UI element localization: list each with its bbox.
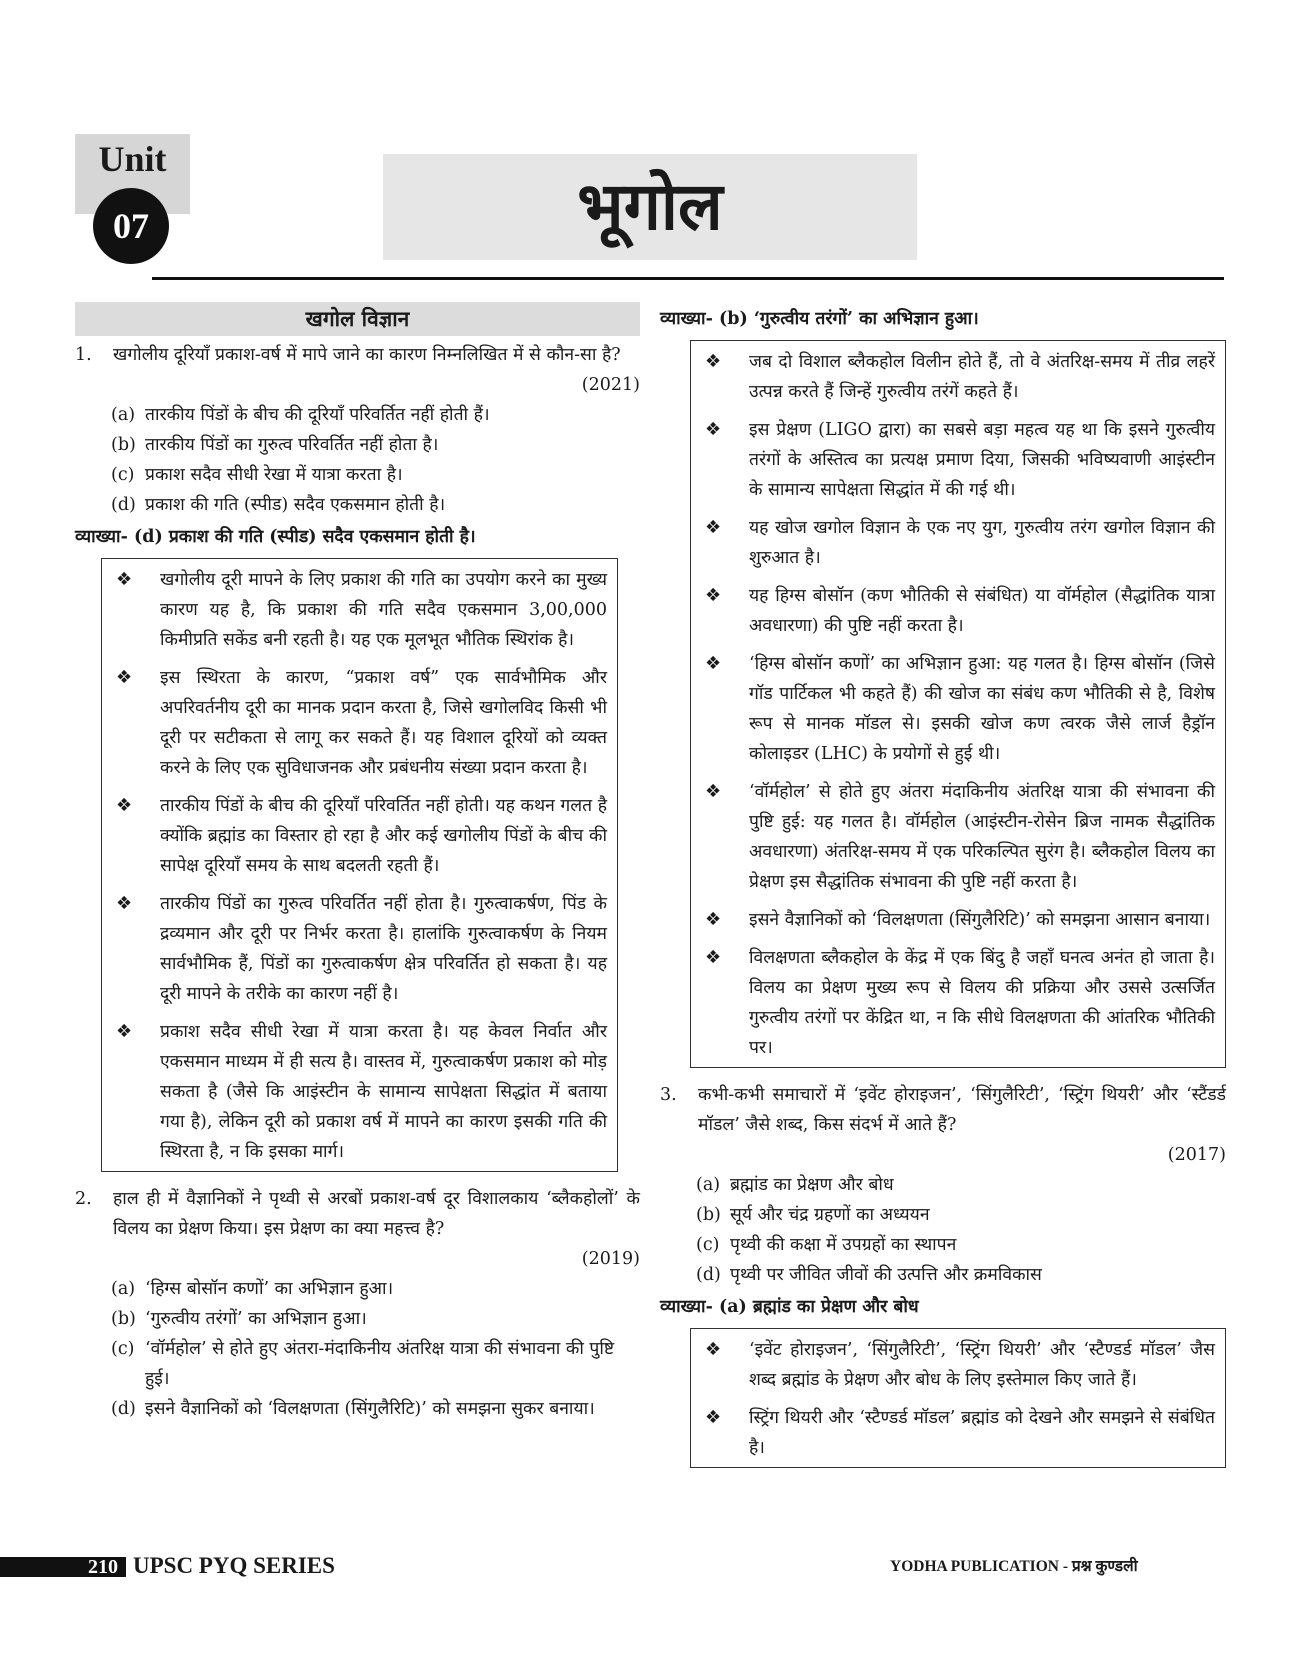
chapter-title: भूगोल (383, 154, 917, 260)
bullet-icon: ❖ (705, 781, 722, 802)
header-divider (152, 277, 1224, 280)
bullet-point: ❖ विलक्षणता ब्लैकहोल के केंद्र में एक बिंदु है जहाँ घनत्व अनंत हो जाता है। विलय का प्रेक्षण मुख्य रूप से विलय की प्रक्रिया और उससे उत्सर्जित गुरुत्वीय तरंगों पर केंद्रित था, न कि सीधे विलक्षणता की आंतरिक भौतिकी पर। (701, 943, 1215, 1063)
bullet-point: ❖ प्रकाश सदैव सीधी रेखा में यात्रा करता है। यह केवल निर्वात और एकसमान माध्यम में ही सत्य है। वास्तव में, गुरुत्वाकर्षण प्रकाश को मोड़ सकता है (जैसे कि आइंस्टीन के सामान्य सापेक्षता सिद्धांत में बताया गया है), लेकिन दूरी को प्रकाश वर्ष में मापने का कारण इसकी गति की स्थिरता है, न कि इसका मार्ग। (112, 1017, 607, 1167)
bullet-icon: ❖ (705, 909, 722, 930)
bullet-point: ❖ ‘हिग्स बोसॉन कणों’ का अभिज्ञान हुआ: यह गलत है। हिग्स बोसॉन (जिसे गॉड पार्टिकल भी कहते हैं) की खोज का संबंध कण भौतिकी से है, विशेष रूप से मानक मॉडल से। इसकी खोज कण त्वरक जैसे लार्ज हैड्रॉन कोलाइडर (LHC) के प्रयोगों से हुई थी। (701, 649, 1215, 769)
bullet-point: ❖ तारकीय पिंडों का गुरुत्व परिवर्तित नहीं होता है। गुरुत्वाकर्षण, पिंड के द्रव्यमान और दूरी पर निर्भर करता है। हालांकि गुरुत्वाकर्षण के नियम सार्वभौमिक हैं, पिंडों का गुरुत्वाकर्षण क्षेत्र परिवर्तित हो सकता है। यह दूरी मापने के तरीके का कारण नहीं है। (112, 889, 607, 1009)
question-number: 2. (75, 1189, 92, 1209)
option: (c) प्रकाश सदैव सीधी रेखा में यात्रा करता है। (111, 465, 403, 485)
bullet-point: ❖ यह खोज खगोल विज्ञान के एक नए युग, गुरुत्वीय तरंग खगोल विज्ञान की शुरुआत है। (701, 513, 1215, 573)
section-title: खगोल विज्ञान (75, 302, 640, 336)
bullet-point: ❖ ‘वॉर्महोल’ से होते हुए अंतरा मंदाकिनीय अंतरिक्ष यात्रा की संभावना की पुष्टि हुई: यह गलत है। वॉर्महोल (आइंस्टीन-रोसेन ब्रिज नामक सैद्धांतिक अवधारणा) अंतरिक्ष-समय में एक परिकल्पित सुरंग है। ब्लैकहोल विलय का प्रेक्षण इस सैद्धांतिक संभावना की पुष्टि नहीं करता है। (701, 777, 1215, 897)
question-year: (2019) (581, 1249, 640, 1269)
bullet-icon: ❖ (116, 1021, 133, 1042)
option: (b) ‘गुरुत्वीय तरंगों’ का अभिज्ञान हुआ। (111, 1309, 367, 1329)
bullet-point: ❖ इस स्थिरता के कारण, “प्रकाश वर्ष” एक सार्वभौमिक और अपरिवर्तनीय दूरी का मानक प्रदान करता है, जिसे खगोलविद किसी भी दूरी पर सटीकता से लागू कर सकते हैं। यह विशाल दूरियों को व्यक्त करने के लिए एक सुविधाजनक और प्रबंधनीय संख्या प्रदान करता है। (112, 663, 607, 783)
question-2 (75, 1184, 640, 1274)
option: (d) इसने वैज्ञानिकों को ‘विलक्षणता (सिंगुलैरिटि)’ को समझना सुकर बनाया। (111, 1399, 595, 1419)
bullet-icon: ❖ (705, 1339, 722, 1360)
bullet-point: ❖ ‘इवेंट होराइजन’, ‘सिंगुलैरिटी’, ‘स्ट्रिंग थियरी’ और ‘स्टैण्डर्ड मॉडल’ जैस शब्द ब्रह्मांड के प्रेक्षण और बोध के लिए इस्तेमाल किए जाते हैं। (701, 1335, 1215, 1395)
left-column (75, 302, 640, 1424)
option: (c) पृथ्वी की कक्षा में उपग्रहों का स्थापन (696, 1235, 957, 1255)
question-1 (75, 340, 640, 400)
explanation-box (690, 1328, 1226, 1468)
page-number: 210 (88, 1556, 118, 1578)
option: (b) तारकीय पिंडों का गुरुत्व परिवर्तित नहीं होता है। (111, 435, 439, 455)
bullet-point: ❖ इस प्रेक्षण (LIGO द्वारा) का सबसे बड़ा महत्व यह था कि इसने गुरुत्वीय तरंगों के अस्तित्व का प्रत्यक्ष प्रमाण दिया, जिसकी भविष्यवाणी आइंस्टीन के सामान्य सापेक्षता सिद्धांत में की गई थी। (701, 415, 1215, 505)
option: (a) ‘हिग्स बोसॉन कणों’ का अभिज्ञान हुआ। (111, 1279, 394, 1299)
bullet-icon: ❖ (705, 517, 722, 538)
bullet-icon: ❖ (705, 1407, 722, 1428)
bullet-point: ❖ खगोलीय दूरी मापने के लिए प्रकाश की गति का उपयोग करने का मुख्य कारण यह है, कि प्रकाश की गति सदैव एकसमान 3,00,000 किमीप्रति सकेंड बनी रहती है। यह एक मूलभूत भौतिक स्थिरांक है। (112, 565, 607, 655)
option: (d) पृथ्वी पर जीवित जीवों की उत्पत्ति और क्रमविकास (696, 1265, 1042, 1285)
bullet-icon: ❖ (116, 795, 133, 816)
bullet-point: ❖ यह हिग्स बोसॉन (कण भौतिकी से संबंधित) या वॉर्महोल (सैद्धांतिक यात्रा अवधारणा) की पुष्टि नहीं करता है। (701, 581, 1215, 641)
question-number: 1. (75, 345, 92, 365)
right-column (660, 302, 1226, 1480)
publisher-name: YODHA PUBLICATION - प्रश्न कुण्डली (890, 1558, 1138, 1575)
question-text: हाल ही में वैज्ञानिकों ने पृथ्वी से अरबों प्रकाश-वर्ष दूर विशालकाय ‘ब्लैकहोलों’ के विलय का प्रेक्षण किया। इस प्रेक्षण का क्या महत्त्व है? (2019) (113, 1184, 640, 1274)
unit-label: Unit (98, 139, 167, 179)
bullet-icon: ❖ (705, 351, 722, 372)
bullet-icon: ❖ (116, 893, 133, 914)
bullet-icon: ❖ (116, 569, 133, 590)
explanation-heading: व्याख्या- (d) प्रकाश की गति (स्पीड) सदैव एकसमान होती है। (75, 527, 476, 547)
bullet-point: ❖ जब दो विशाल ब्लैकहोल विलीन होते हैं, तो वे अंतरिक्ष-समय में तीव्र लहरें उत्पन्न करते हैं जिन्हें गुरुत्वीय तरंगें कहते हैं। (701, 347, 1215, 407)
bullet-point: ❖ तारकीय पिंडों के बीच की दूरियाँ परिवर्तित नहीं होती। यह कथन गलत है क्योंकि ब्रह्मांड का विस्तार हो रहा है और कई खगोलीय पिंडों के बीच की सापेक्ष दूरियाँ समय के साथ बदलती रहती हैं। (112, 791, 607, 881)
question-text: कभी-कभी समाचारों में ‘इवेंट होराइजन’, ‘सिंगुलैरिटी’, ‘स्ट्रिंग थियरी’ और ‘स्टैंडर्ड मॉडल’ जैसे शब्द, किस संदर्भ में आते हैं? (2017) (698, 1080, 1226, 1170)
explanation-heading: व्याख्या- (b) ‘गुरुत्वीय तरंगों’ का अभिज्ञान हुआ। (660, 309, 979, 329)
explanation-box (101, 558, 618, 1172)
bullet-icon: ❖ (705, 419, 722, 440)
option: (a) ब्रह्मांड का प्रेक्षण और बोध (696, 1175, 894, 1195)
question-text: खगोलीय दूरियाँ प्रकाश-वर्ष में मापे जाने का कारण निम्नलिखित में से कौन-सा है? (2021) (113, 340, 640, 400)
bullet-point: ❖ इसने वैज्ञानिकों को ‘विलक्षणता (सिंगुलैरिटि)’ को समझना आसान बनाया। (701, 905, 1215, 935)
unit-number-badge: 07 (93, 188, 169, 264)
option: (a) तारकीय पिंडों के बीच की दूरियाँ परिवर्तित नहीं होती हैं। (111, 405, 490, 425)
bullet-icon: ❖ (705, 653, 722, 674)
explanation-heading: व्याख्या- (a) ब्रह्मांड का प्रेक्षण और बोध (660, 1297, 919, 1317)
bullet-icon: ❖ (705, 947, 722, 968)
question-year: (2021) (581, 375, 640, 395)
bullet-icon: ❖ (705, 585, 722, 606)
question-3 (660, 1080, 1226, 1170)
option: (b) सूर्य और चंद्र ग्रहणों का अध्ययन (696, 1205, 930, 1225)
bullet-point: ❖ स्ट्रिंग थियरी और ‘स्टैण्डर्ड मॉडल’ ब्रह्मांड को देखने और समझने से संबंधित है। (701, 1403, 1215, 1463)
option: (d) प्रकाश की गति (स्पीड) सदैव एकसमान होती है। (111, 495, 446, 515)
explanation-box (690, 340, 1226, 1068)
bullet-icon: ❖ (116, 667, 133, 688)
question-year: (2017) (1167, 1145, 1226, 1165)
question-number: 3. (660, 1085, 677, 1105)
option: (c) ‘वॉर्महोल’ से होते हुए अंतरा-मंदाकिनीय अंतरिक्ष यात्रा की संभावना की पुष्टि हुई। (111, 1339, 615, 1389)
series-title: UPSC PYQ SERIES (133, 1553, 335, 1578)
